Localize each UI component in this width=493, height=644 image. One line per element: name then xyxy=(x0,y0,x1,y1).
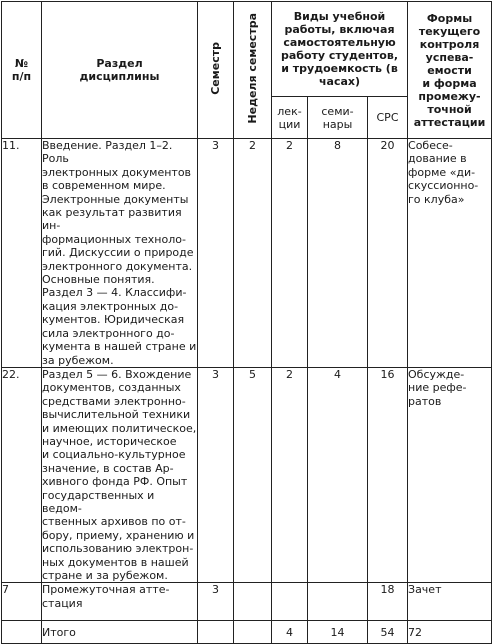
row-lectures xyxy=(272,583,308,621)
total-semester-empty xyxy=(198,621,234,644)
row-semester: 3 xyxy=(198,367,234,583)
row-topic: Введение. Раздел 1–2. Роль электронных документов в современном мире. Электронные документы как результат развития ин- формационных техноло- гий. Дискуссии о природе электронного документа. Основные понятия. Раздел 3 — 4. Классифи- кация электронных до- кументов. Юридическая сила электронного до- кумента в нашей стране и за рубежом. xyxy=(42,139,197,367)
total-lectures: 4 xyxy=(272,621,308,644)
row-semester: 3 xyxy=(198,583,234,621)
row-number: 7 xyxy=(2,583,42,621)
curriculum-table xyxy=(1,1,492,644)
row-seminars: 4 xyxy=(308,367,368,583)
row-topic: Промежуточная атте- стация xyxy=(42,583,198,621)
header-control-forms: Формы текущего контроля успева- емости и форма промежу- точной аттестации xyxy=(408,2,492,139)
header-week: Неделя семестра xyxy=(234,2,272,139)
total-label: Итого xyxy=(42,621,198,644)
total-srs: 54 xyxy=(368,621,408,644)
row-seminars xyxy=(308,583,368,621)
total-hours: 72 xyxy=(408,621,492,644)
row-srs: 18 xyxy=(368,583,408,621)
header-section: Раздел дисциплины xyxy=(42,2,198,139)
row-week xyxy=(234,583,272,621)
row-srs: 16 xyxy=(368,367,408,583)
row-control-form: Зачет xyxy=(408,583,492,621)
total-row xyxy=(2,621,492,644)
total-week-empty xyxy=(234,621,272,644)
header-seminars: семи- нары xyxy=(308,97,368,139)
row-number: 22. xyxy=(2,367,42,583)
row-control-form: Обсужде- ние рефе- ратов xyxy=(408,367,492,583)
total-spacer xyxy=(2,621,42,644)
row-lectures: 2 xyxy=(272,139,308,368)
header-semester: Семестр xyxy=(198,2,234,139)
table-row xyxy=(2,367,492,583)
table-row xyxy=(2,583,492,621)
row-week: 2 xyxy=(234,139,272,368)
row-week: 5 xyxy=(234,367,272,583)
row-seminars: 8 xyxy=(308,139,368,368)
table-row xyxy=(2,139,492,368)
row-lectures: 2 xyxy=(272,367,308,583)
row-semester: 3 xyxy=(198,139,234,368)
header-activities: Виды учебной работы, включая самостоятельную работу студентов, и трудоемкость (в часах) xyxy=(272,2,408,97)
total-seminars: 14 xyxy=(308,621,368,644)
row-number: 11. xyxy=(2,139,42,368)
row-srs: 20 xyxy=(368,139,408,368)
row-control-form: Собесе- дование в форме «ди- скуссионно- го клуба» xyxy=(408,139,492,368)
header-srs: СРС xyxy=(368,97,408,139)
header-num: № п/п xyxy=(2,2,42,139)
row-topic: Раздел 5 — 6. Вхождение документов, созданных средствами электронно- вычислительной техники и имеющих политическое, научное, историческое и социально-культурное значение, в состав Ар- хивного фонда РФ. Опыт государственных и ведом- ственных архивов по от- бору, приему, хранению и использованию электрон- ных документов в нашей стране и за рубежом. xyxy=(42,367,197,582)
header-lectures: лек- ции xyxy=(272,97,308,139)
